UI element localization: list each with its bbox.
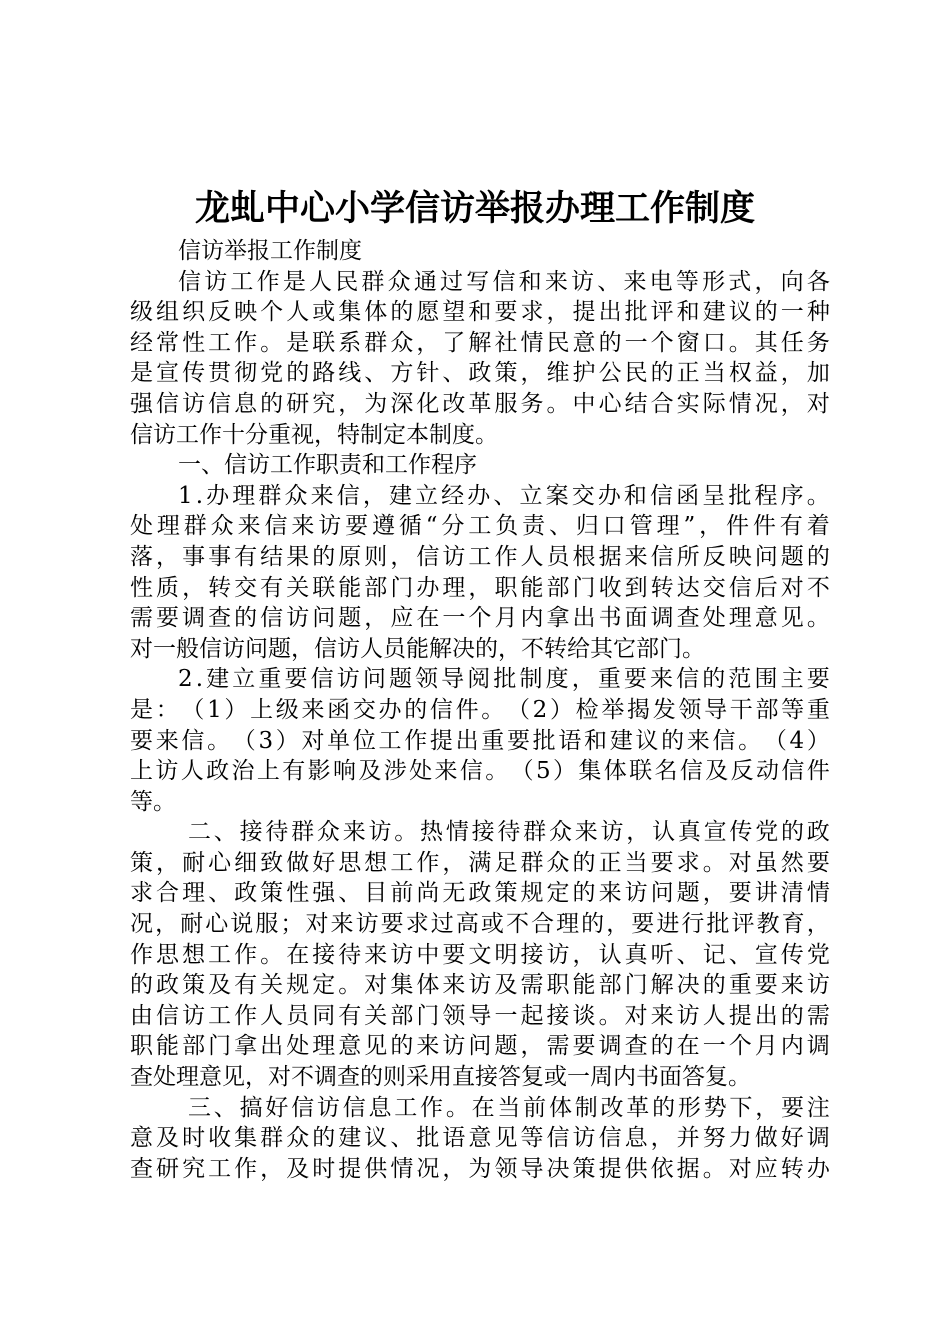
body-line: 况 ， 耐 心 说 服 ； 对 来 访 要 求 过 高 或 不 合 理 的 ， 要 进 行 批 评 教 育 ， (130, 911, 830, 938)
body-line: 查 研 究 工 作 ， 及 时 提 供 情 况 ， 为 领 导 决 策 提 供 依 据 。 对 应 转 办 (130, 1155, 830, 1182)
body-line: 1 . 办 理 群 众 来 信 ， 建 立 经 办 、 立 案 交 办 和 信 函 呈 批 程 序 。 (178, 482, 830, 509)
body-line: 级 组 织 反 映 个 人 或 集 体 的 愿 望 和 要 求 ， 提 出 批 评 和 建 议 的 一 种 (130, 299, 830, 326)
body-line: 信访工作十分重视，特制定本制度。 (130, 421, 498, 448)
body-line: 对一般信访问题，信访人员能解决的，不转给其它部门。 (130, 635, 705, 662)
body-line: 作 思 想 工 作 。 在 接 待 来 访 中 要 文 明 接 访 ， 认 真 听 、 记 、 宣 传 党 (130, 941, 830, 968)
body-line: 信访举报工作制度 (178, 238, 362, 264)
body-line: 策 ， 耐 心 细 致 做 好 思 想 工 作 ， 满 足 群 众 的 正 当 要 求 。 对 虽 然 要 (130, 849, 830, 876)
body-line: 是 宣 传 贯 彻 党 的 路 线 、 方 针 、 政 策 ， 维 护 公 民 的 正 当 权 益 ， 加 (130, 360, 830, 387)
body-line: 职 能 部 门 拿 出 处 理 意 见 的 来 访 问 题 ， 需 要 调 查 的 在 一 个 月 内 调 (130, 1033, 830, 1060)
body-line: 要 来 信 。 （ 3 ） 对 单 位 工 作 提 出 重 要 批 语 和 建 议 的 来 信 。 （ 4 ） (130, 727, 830, 754)
body-line: 经 常 性 工 作 。 是 联 系 群 众 ， 了 解 社 情 民 意 的 一 个 窗 口 。 其 任 务 (130, 329, 830, 356)
body-line: 强 信 访 信 息 的 研 究 ， 为 深 化 改 革 服 务 。 中 心 结 合 实 际 情 况 ， 对 (130, 390, 830, 417)
body-line: 等。 (130, 788, 176, 815)
body-line: 一、信访工作职责和工作程序 (178, 452, 477, 479)
body-line: 需 要 调 查 的 信 访 问 题 ， 应 在 一 个 月 内 拿 出 书 面 调 查 处 理 意 见 。 (130, 605, 830, 632)
body-line: 性 质 ， 转 交 有 关 联 能 部 门 办 理 ， 职 能 部 门 收 到 转 达 交 信 后 对 不 (130, 574, 830, 601)
document-body (130, 236, 830, 1184)
body-line: 求 合 理 、 政 策 性 强 、 目 前 尚 无 政 策 规 定 的 来 访 问 题 ， 要 讲 清 情 (130, 880, 830, 907)
document-title: 龙虬中心小学信访举报办理工作制度 (194, 188, 755, 229)
body-line: 查处理意见，对不调查的则采用直接答复或一周内书面答复。 (130, 1064, 751, 1091)
body-line: 是 ： （ 1 ） 上 级 来 函 交 办 的 信 件 。 （ 2 ） 检 举 揭 发 领 导 干 部 等 重 (130, 696, 830, 723)
body-line: 落 ， 事 事 有 结 果 的 原 则 ， 信 访 工 作 人 员 根 据 来 信 所 反 映 问 题 的 (130, 543, 830, 570)
body-line: 三 、 搞 好 信 访 信 息 工 作 。 在 当 前 体 制 改 革 的 形 势 下 ， 要 注 (188, 1094, 830, 1121)
body-line: 处 理 群 众 来 信 来 访 要 遵 循 “ 分 工 负 责 、 归 口 管 理 ” ， 件 件 有 着 (130, 513, 830, 540)
body-line: 的 政 策 及 有 关 规 定 。 对 集 体 来 访 及 需 职 能 部 门 解 决 的 重 要 来 访 (130, 972, 830, 999)
body-line: 二 、 接 待 群 众 来 访 。 热 情 接 待 群 众 来 访 ， 认 真 宣 传 党 的 政 (188, 819, 830, 846)
body-line: 上 访 人 政 治 上 有 影 响 及 涉 处 来 信 。 （ 5 ） 集 体 联 名 信 及 反 动 信 件 (130, 758, 830, 785)
body-line: 2 . 建 立 重 要 信 访 问 题 领 导 阅 批 制 度 ， 重 要 来 信 的 范 围 主 要 (178, 666, 830, 693)
body-line: 意 及 时 收 集 群 众 的 建 议 、 批 语 意 见 等 信 访 信 息 ， 并 努 力 做 好 调 (130, 1125, 830, 1152)
body-line: 由 信 访 工 作 人 员 同 有 关 部 门 领 导 一 起 接 谈 。 对 来 访 人 提 出 的 需 (130, 1002, 830, 1029)
body-line: 信 访 工 作 是 人 民 群 众 通 过 写 信 和 来 访 、 来 电 等 形 式 ， 向 各 (178, 268, 830, 295)
